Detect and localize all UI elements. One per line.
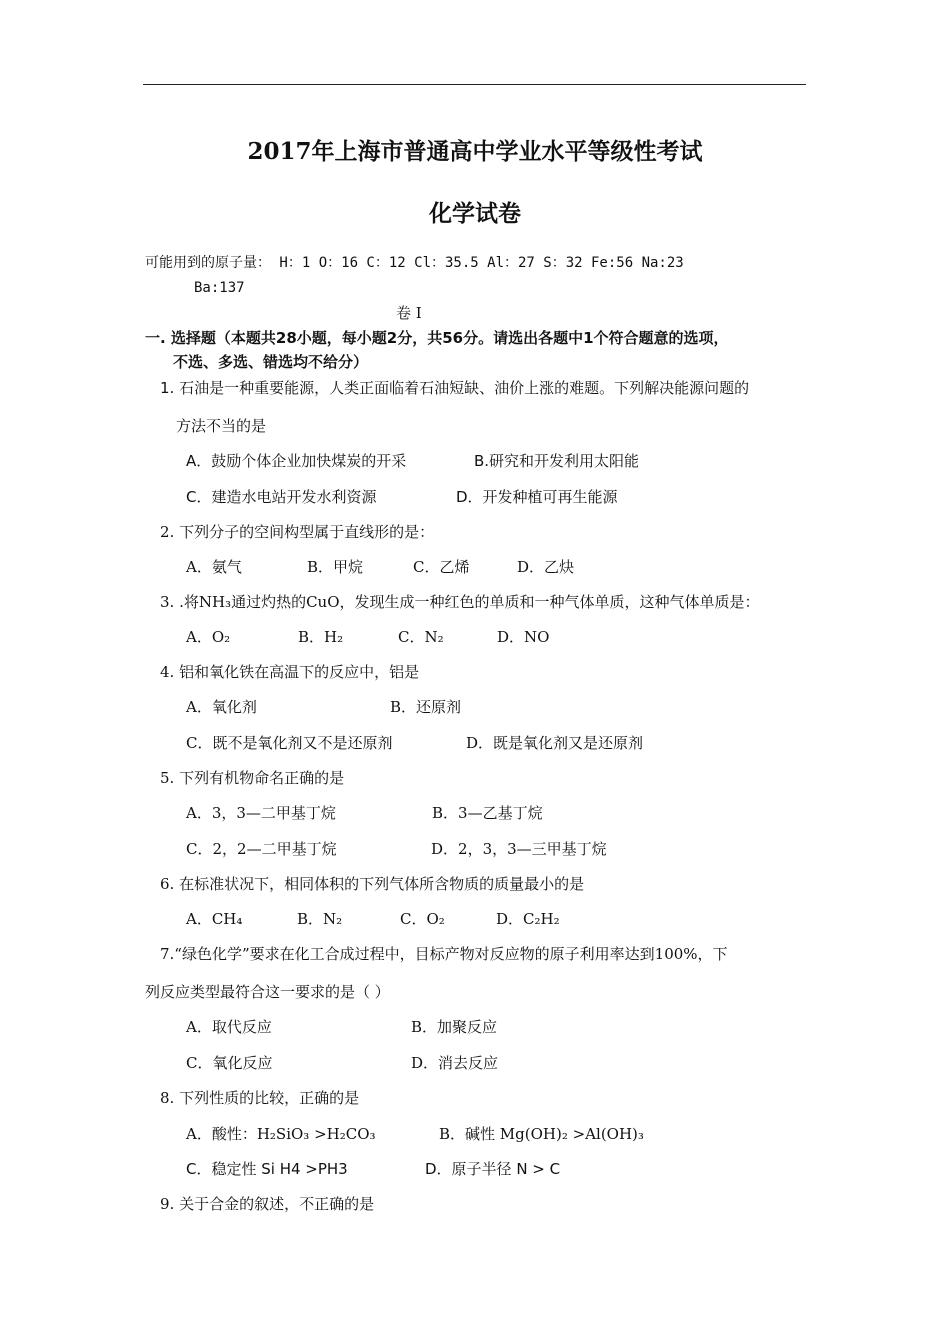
q7-option-a: A．取代反应 — [186, 1018, 272, 1036]
q8-option-a: A．酸性：H₂SiO₃ >H₂CO₃ — [186, 1125, 376, 1143]
q1-option-d: D．开发种植可再生能源 — [456, 488, 618, 506]
q4-option-c: C．既不是氧化剂又不是还原剂 — [186, 734, 393, 752]
q1-option-b: B.研究和开发利用太阳能 — [474, 452, 640, 470]
q3-option-d: D．NO — [497, 628, 550, 646]
q6-option-d: D．C₂H₂ — [496, 910, 560, 928]
q1-option-c: C．建造水电站开发水利资源 — [186, 488, 377, 506]
q2-option-a: A．氨气 — [186, 558, 242, 576]
q6-option-a: A．CH₄ — [186, 910, 243, 928]
q7-option-d: D．消去反应 — [411, 1054, 499, 1072]
q3-option-c: C．N₂ — [398, 628, 444, 646]
question-7: 7.“绿色化学”要求在化工合成过程中，目标产物对反应物的原子利用率达到100%，下 — [160, 945, 728, 963]
atomic-masses: 可能用到的原子量： H：1 O：16 C：12 Cl：35.5 Al：27 S：32 Fe:56 Na:23 — [145, 255, 684, 271]
volume-label: 卷 Ⅰ — [396, 304, 422, 322]
q5-option-b: B．3—乙基丁烷 — [432, 804, 543, 822]
question-1: 1. 石油是一种重要能源，人类正面临着石油短缺、油价上涨的难题。下列解决能源问题的 — [160, 379, 750, 397]
header-rule — [143, 84, 806, 85]
q7-option-c: C．氧化反应 — [186, 1054, 273, 1072]
q1-option-a: A．鼓励个体企业加快煤炭的开采 — [186, 452, 407, 470]
question-1-cont: 方法不当的是 — [176, 417, 267, 435]
q8-option-d: D．原子半径 N > C — [425, 1160, 561, 1178]
q2-option-c: C．乙烯 — [413, 558, 470, 576]
question-9: 9. 关于合金的叙述，不正确的是 — [160, 1195, 375, 1213]
q5-option-a: A．3，3—二甲基丁烷 — [186, 804, 336, 822]
section-header: 一. 选择题（本题共28小题，每小题2分，共56分。请选出各题中1个符合题意的选项， — [145, 329, 729, 347]
question-8: 8. 下列性质的比较，正确的是 — [160, 1089, 360, 1107]
q7-option-b: B．加聚反应 — [411, 1018, 498, 1036]
section-header-cont: 不选、多选、错选均不给分） — [173, 353, 369, 371]
q5-option-c: C．2，2—二甲基丁烷 — [186, 840, 337, 858]
question-3: 3. .将NH₃通过灼热的CuO，发现生成一种红色的单质和一种气体单质，这种气体单质是： — [160, 593, 760, 611]
question-6: 6. 在标准状况下，相同体积的下列气体所含物质的质量最小的是 — [160, 875, 585, 893]
q8-option-b: B．碱性 Mg(OH)₂ >Al(OH)₃ — [439, 1125, 644, 1143]
atomic-masses-cont: Ba:137 — [194, 280, 245, 296]
q4-option-d: D．既是氧化剂又是还原剂 — [466, 734, 644, 752]
q6-option-c: C．O₂ — [400, 910, 445, 928]
page-title: 2017年上海市普通高中学业水平等级性考试 — [247, 138, 703, 165]
q5-option-d: D．2，3，3—三甲基丁烷 — [431, 840, 607, 858]
q3-option-a: A．O₂ — [186, 628, 231, 646]
q4-option-b: B．还原剂 — [390, 698, 462, 716]
q2-option-b: B．甲烷 — [307, 558, 364, 576]
q4-option-a: A．氧化剂 — [186, 698, 257, 716]
page-subtitle: 化学试卷 — [429, 200, 521, 227]
q8-option-c: C．稳定性 Si H4 >PH3 — [186, 1160, 348, 1178]
question-5: 5. 下列有机物命名正确的是 — [160, 769, 345, 787]
question-4: 4. 铝和氧化铁在高温下的反应中，铝是 — [160, 663, 420, 681]
q6-option-b: B．N₂ — [297, 910, 343, 928]
q3-option-b: B．H₂ — [298, 628, 344, 646]
question-2: 2. 下列分子的空间构型属于直线形的是： — [160, 523, 435, 541]
q2-option-d: D．乙炔 — [517, 558, 575, 576]
question-7-cont: 列反应类型最符合这一要求的是（ ） — [145, 983, 390, 1001]
